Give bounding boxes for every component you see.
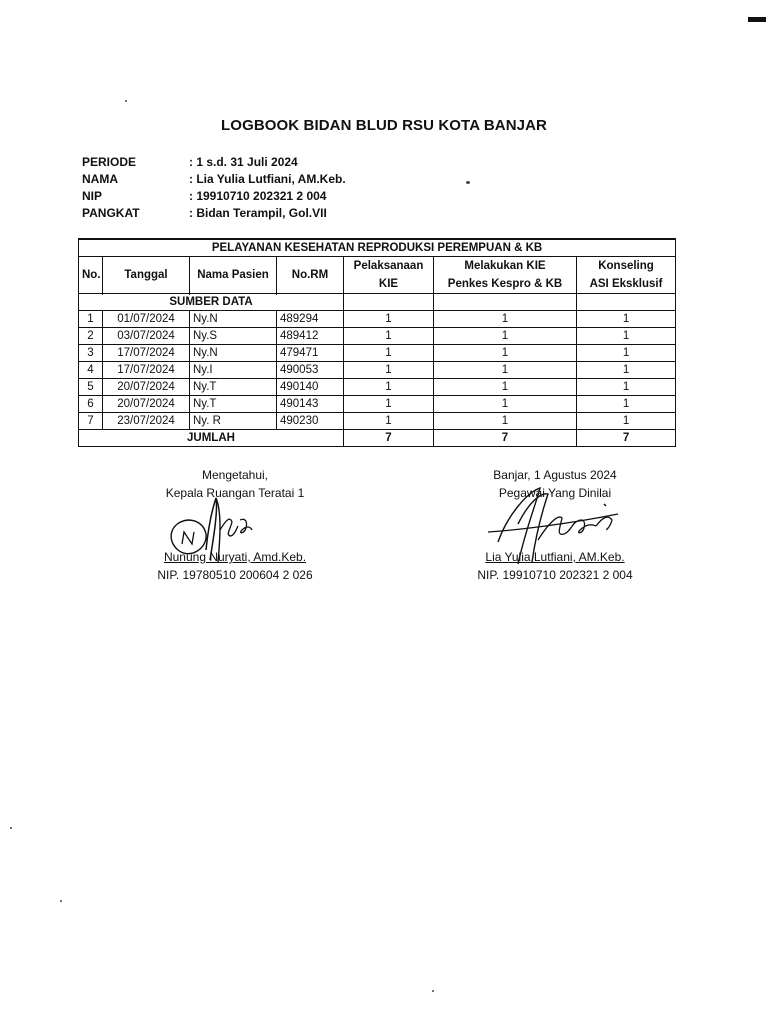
info-row-nip bbox=[82, 188, 346, 205]
cell-kie: 1 bbox=[344, 413, 434, 430]
col-no-rm: No.RM bbox=[277, 257, 344, 294]
total-row bbox=[79, 430, 676, 447]
col-asi-line1: Konseling bbox=[598, 260, 654, 272]
cell-kespro: 1 bbox=[434, 413, 577, 430]
cell-nama: Ny.T bbox=[190, 396, 277, 413]
cell-tanggal: 17/07/2024 bbox=[103, 362, 190, 379]
scan-speck bbox=[466, 181, 470, 184]
cell-no: 5 bbox=[79, 379, 103, 396]
table-row bbox=[79, 379, 676, 396]
col-kie-line1: Pelaksanaan bbox=[353, 260, 424, 272]
total-label: JUMLAH bbox=[79, 430, 344, 447]
logbook-table bbox=[78, 238, 676, 447]
col-tanggal: Tanggal bbox=[103, 257, 190, 294]
cell-kie: 1 bbox=[344, 396, 434, 413]
cell-nama: Ny.S bbox=[190, 328, 277, 345]
cell-asi: 1 bbox=[577, 413, 676, 430]
handwritten-signature-left bbox=[160, 490, 270, 570]
info-label: NIP bbox=[82, 189, 103, 203]
cell-kie: 1 bbox=[344, 328, 434, 345]
total-kie: 7 bbox=[344, 430, 434, 447]
info-label: PANGKAT bbox=[82, 206, 140, 220]
empty-cell bbox=[434, 294, 577, 311]
col-kie bbox=[344, 257, 434, 294]
cell-tanggal: 20/07/2024 bbox=[103, 396, 190, 413]
cell-no: 6 bbox=[79, 396, 103, 413]
cell-kespro: 1 bbox=[434, 362, 577, 379]
col-asi-line2: ASI Eksklusif bbox=[589, 278, 663, 290]
cell-asi: 1 bbox=[577, 379, 676, 396]
cell-no: 3 bbox=[79, 345, 103, 362]
info-label: NAMA bbox=[82, 172, 118, 186]
col-kespro-line2: Penkes Kespro & KB bbox=[447, 278, 563, 290]
cell-tanggal: 17/07/2024 bbox=[103, 345, 190, 362]
sig-left-name: Nunung Nuryati, Amd.Keb. bbox=[163, 550, 307, 564]
cell-tanggal: 01/07/2024 bbox=[103, 311, 190, 328]
cell-asi: 1 bbox=[577, 345, 676, 362]
sig-left-line1: Mengetahui, bbox=[201, 468, 269, 482]
cell-nama: Ny.I bbox=[190, 362, 277, 379]
page-title: LOGBOOK BIDAN BLUD RSU KOTA BANJAR bbox=[221, 117, 547, 134]
info-row-pangkat bbox=[82, 205, 346, 222]
info-value: : 19910710 202321 2 004 bbox=[189, 189, 327, 203]
col-no: No. bbox=[79, 257, 103, 294]
cell-asi: 1 bbox=[577, 396, 676, 413]
col-kespro bbox=[434, 257, 577, 294]
cell-nama: Ny.T bbox=[190, 379, 277, 396]
info-value: : Lia Yulia Lutfiani, AM.Keb. bbox=[189, 172, 346, 186]
col-nama-pasien: Nama Pasien bbox=[190, 257, 277, 294]
cell-rm: 489294 bbox=[277, 311, 344, 328]
info-row-nama bbox=[82, 171, 346, 188]
cell-nama: Ny.N bbox=[190, 311, 277, 328]
cell-rm: 490053 bbox=[277, 362, 344, 379]
sig-left-nip: NIP. 19780510 200604 2 026 bbox=[157, 568, 313, 582]
table-row bbox=[79, 413, 676, 430]
cell-no: 7 bbox=[79, 413, 103, 430]
cell-tanggal: 20/07/2024 bbox=[103, 379, 190, 396]
col-kespro-line1: Melakukan KIE bbox=[464, 260, 546, 272]
handwritten-signature-right bbox=[478, 484, 628, 574]
cell-nama: Ny. R bbox=[190, 413, 277, 430]
cell-kespro: 1 bbox=[434, 379, 577, 396]
info-label: PERIODE bbox=[82, 155, 137, 169]
cell-tanggal: 23/07/2024 bbox=[103, 413, 190, 430]
cell-kespro: 1 bbox=[434, 311, 577, 328]
cell-tanggal: 03/07/2024 bbox=[103, 328, 190, 345]
cell-nama: Ny.N bbox=[190, 345, 277, 362]
total-asi: 7 bbox=[577, 430, 676, 447]
cell-asi: 1 bbox=[577, 311, 676, 328]
cell-rm: 490140 bbox=[277, 379, 344, 396]
cell-no: 4 bbox=[79, 362, 103, 379]
empty-cell bbox=[577, 294, 676, 311]
cell-kie: 1 bbox=[344, 311, 434, 328]
info-row-periode bbox=[82, 154, 346, 171]
cell-no: 1 bbox=[79, 311, 103, 328]
scan-mark bbox=[748, 17, 766, 22]
cell-rm: 490230 bbox=[277, 413, 344, 430]
table-row bbox=[79, 396, 676, 413]
scan-speck bbox=[432, 990, 434, 992]
cell-kie: 1 bbox=[344, 362, 434, 379]
table-row bbox=[79, 345, 676, 362]
col-kie-line2: KIE bbox=[378, 278, 399, 290]
scan-speck bbox=[10, 827, 12, 829]
total-kespro: 7 bbox=[434, 430, 577, 447]
sig-right-nip: NIP. 19910710 202321 2 004 bbox=[477, 568, 633, 582]
cell-kie: 1 bbox=[344, 379, 434, 396]
cell-kespro: 1 bbox=[434, 328, 577, 345]
source-row bbox=[79, 294, 676, 311]
sig-left-line2: Kepala Ruangan Teratai 1 bbox=[165, 486, 305, 500]
scan-speck bbox=[60, 900, 62, 902]
info-value: : 1 s.d. 31 Juli 2024 bbox=[189, 155, 298, 169]
col-asi bbox=[577, 257, 676, 294]
table-body bbox=[79, 294, 676, 447]
source-label: SUMBER DATA bbox=[79, 294, 344, 311]
table-row bbox=[79, 311, 676, 328]
cell-asi: 1 bbox=[577, 362, 676, 379]
cell-asi: 1 bbox=[577, 328, 676, 345]
info-value: : Bidan Terampil, Gol.VII bbox=[189, 206, 327, 220]
cell-kespro: 1 bbox=[434, 345, 577, 362]
cell-rm: 479471 bbox=[277, 345, 344, 362]
group-header: PELAYANAN KESEHATAN REPRODUKSI PEREMPUAN & KB bbox=[79, 239, 676, 257]
table-row bbox=[79, 328, 676, 345]
info-block bbox=[82, 154, 346, 222]
cell-kie: 1 bbox=[344, 345, 434, 362]
cell-kespro: 1 bbox=[434, 396, 577, 413]
cell-no: 2 bbox=[79, 328, 103, 345]
cell-rm: 490143 bbox=[277, 396, 344, 413]
scan-speck bbox=[125, 100, 127, 102]
empty-cell bbox=[344, 294, 434, 311]
sig-right-name: Lia Yulia Lutfiani, AM.Keb. bbox=[485, 550, 625, 564]
sig-right-line2: Pegawai Yang Dinilai bbox=[498, 486, 612, 500]
table-row bbox=[79, 362, 676, 379]
sig-right-line1: Banjar, 1 Agustus 2024 bbox=[493, 468, 617, 482]
cell-rm: 489412 bbox=[277, 328, 344, 345]
